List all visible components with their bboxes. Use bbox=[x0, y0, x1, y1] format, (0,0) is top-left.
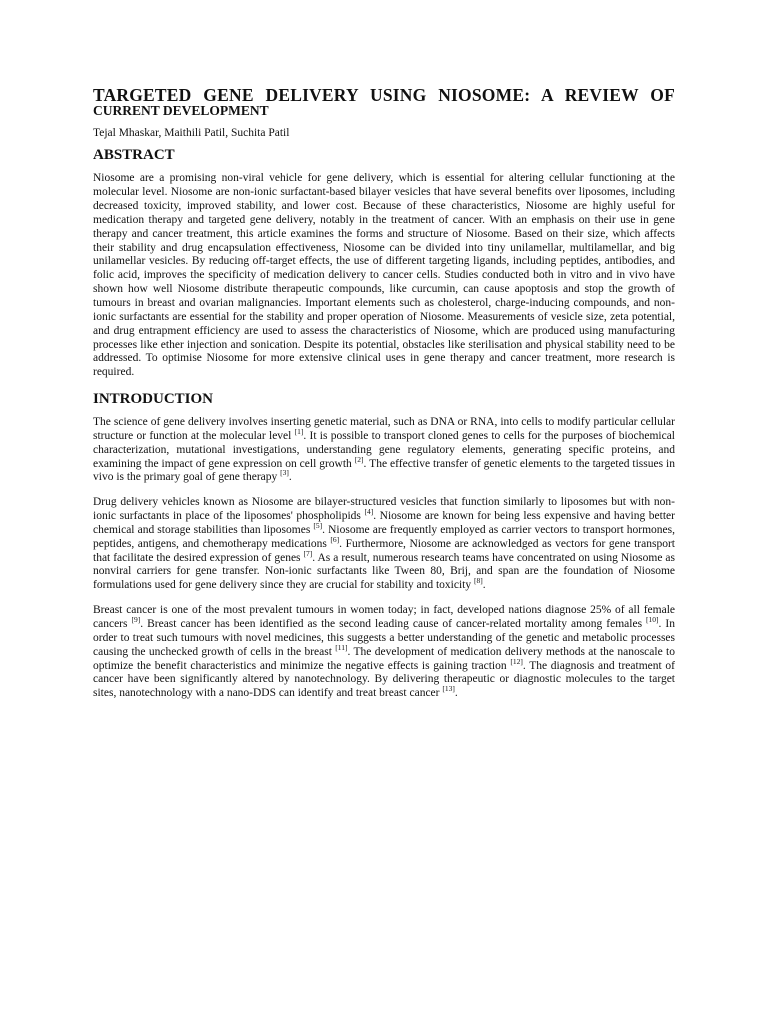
text-run: The science of gene delivery involves inserting genetic material, such as DNA or RNA, into cells to modify particular cellular structure or function at the molecular level bbox=[93, 416, 675, 442]
citation-ref: [13] bbox=[442, 684, 455, 694]
text-run: . bbox=[482, 579, 486, 592]
citation-ref: [6] bbox=[330, 534, 340, 544]
citation-ref: [7] bbox=[303, 548, 313, 558]
abstract-paragraph: Niosome are a promising non-viral vehicle for gene delivery, which is essential for altering cellular functioning at the molecular level. Niosome are non-ionic surfactant-based bilayer vesicles that have several benefits over liposomes, including decreased toxicity, improved stability, and lower cost. Because of these characteristics, Niosome are highly useful for medication therapy and targeted gene delivery, notably in the treatment of cancer. With an emphasis on their use in gene therapy and cancer treatment, this article examines the forms and structure of Niosome. Based on their size, which affects their stability and drug encapsulation effectiveness, Niosome can be divided into tiny unilamellar, multilamellar, and big unilamellar vesicles. By reducing off-target effects, the use of different targeting ligands, including peptides, antibodies, and folic acid, improves the specificity of medication delivery to cancer cells. Studies conducted both in vitro and in vivo have shown how well Niosome distribute therapeutic compounds, like curcumin, can cause apoptosis and stop the growth of tumours in breast and ovarian malignancies. Important elements such as cholesterol, charge-inducing compounds, and non-ionic surfactants are essential for the stability and proper operation of Niosome. Measurements of vesicle size, zeta potential, and drug entrapment efficiency are used to assess the characteristics of Niosome, which are produced using manufacturing processes like ether injection and sonication. Despite its potential, obstacles like sterilisation and physical stability need to be addressed. To optimise Niosome for more extensive clinical uses in gene therapy and cancer treatment, more research is required. bbox=[93, 172, 675, 379]
text-run: . Furthermore, Niosome are acknowledged as vectors for gene transport that facilitate the desired expression of genes bbox=[93, 537, 675, 564]
citation-ref: [2] bbox=[354, 454, 364, 464]
paper-title-line1: TARGETED GENE DELIVERY USING NIOSOME: A REVIEW OF bbox=[93, 85, 675, 105]
paper-title-line2: CURRENT DEVELOPMENT bbox=[93, 103, 269, 119]
text-run: Drug delivery vehicles known as Niosome are bilayer-structured vesicles that function similarly to liposomes but with non-ionic surfactants in place of the liposomes' phospholipids bbox=[93, 496, 675, 523]
abstract-heading: ABSTRACT bbox=[93, 147, 175, 164]
text-run: Breast cancer is one of the most prevalent tumours in women today; in fact, developed nations diagnose 25% of all female cancers bbox=[93, 604, 675, 631]
author-list: Tejal Mhaskar, Maithili Patil, Suchita Patil bbox=[93, 126, 290, 139]
paper-page bbox=[93, 86, 675, 712]
text-run: . Niosome are known for being less expensive and having better chemical and storage stabilities than liposomes bbox=[93, 510, 675, 536]
citation-ref: [10] bbox=[646, 615, 659, 625]
abstract-section bbox=[93, 147, 675, 380]
paper-title bbox=[93, 86, 675, 119]
text-run: . It is possible to transport cloned genes to cells for the purposes of biochemical characterization, mutational investigations, understanding gene regulatory elements, generating specific proteins, and examining the impact of gene expression on cell growth bbox=[93, 429, 675, 470]
citation-ref: [9] bbox=[131, 615, 141, 625]
citation-ref: [5] bbox=[313, 521, 323, 531]
introduction-section bbox=[93, 391, 675, 701]
text-run: . Niosome are frequently employed as carrier vectors to transport hormones, peptides, antigens, and chemotherapy medications bbox=[93, 523, 675, 550]
intro-paragraph-2 bbox=[93, 496, 675, 593]
citation-ref: [4] bbox=[364, 507, 374, 517]
text-run: . The diagnosis and treatment of cancer have been significantly altered by nanotechnology. By delivering therapeutic or diagnostic molecules to the target sites, nanotechnology with a nano-DDS can identify and treat breast cancer bbox=[93, 659, 675, 700]
text-run: . The development of medication delivery methods at the nanoscale to optimize the benefit characteristics and minimize the negative effects is gaining traction bbox=[93, 645, 675, 672]
citation-ref: [3] bbox=[280, 468, 289, 478]
citation-ref: [12] bbox=[510, 656, 523, 666]
text-run: . bbox=[454, 687, 458, 700]
text-run: . As a result, numerous research teams have concentrated on using Niosome as nonviral carriers for gene transfer. Non-ionic surfactants like Tween 80, Brij, and span are the foundation of Niosome formulations used for gene delivery since they are crucial for stability and toxicity bbox=[93, 551, 675, 592]
text-run: . In order to treat such tumours with novel medicines, this suggests a better understanding of the genetic and metabolic processes causing the unchecked growth of cells in the breast bbox=[93, 618, 675, 658]
introduction-heading: INTRODUCTION bbox=[93, 391, 214, 408]
citation-ref: [11] bbox=[335, 642, 348, 652]
citation-ref: [8] bbox=[473, 576, 483, 586]
citation-ref: [1] bbox=[294, 427, 304, 437]
intro-paragraph-3 bbox=[93, 604, 675, 701]
intro-paragraph-1 bbox=[93, 416, 675, 485]
text-run: . bbox=[288, 471, 292, 484]
text-run: . The effective transfer of genetic elements to the targeted tissues in vivo is the primary goal of gene therapy bbox=[93, 457, 676, 484]
text-run: . Breast cancer has been identified as the second leading cause of cancer-related mortality among females bbox=[140, 618, 647, 631]
